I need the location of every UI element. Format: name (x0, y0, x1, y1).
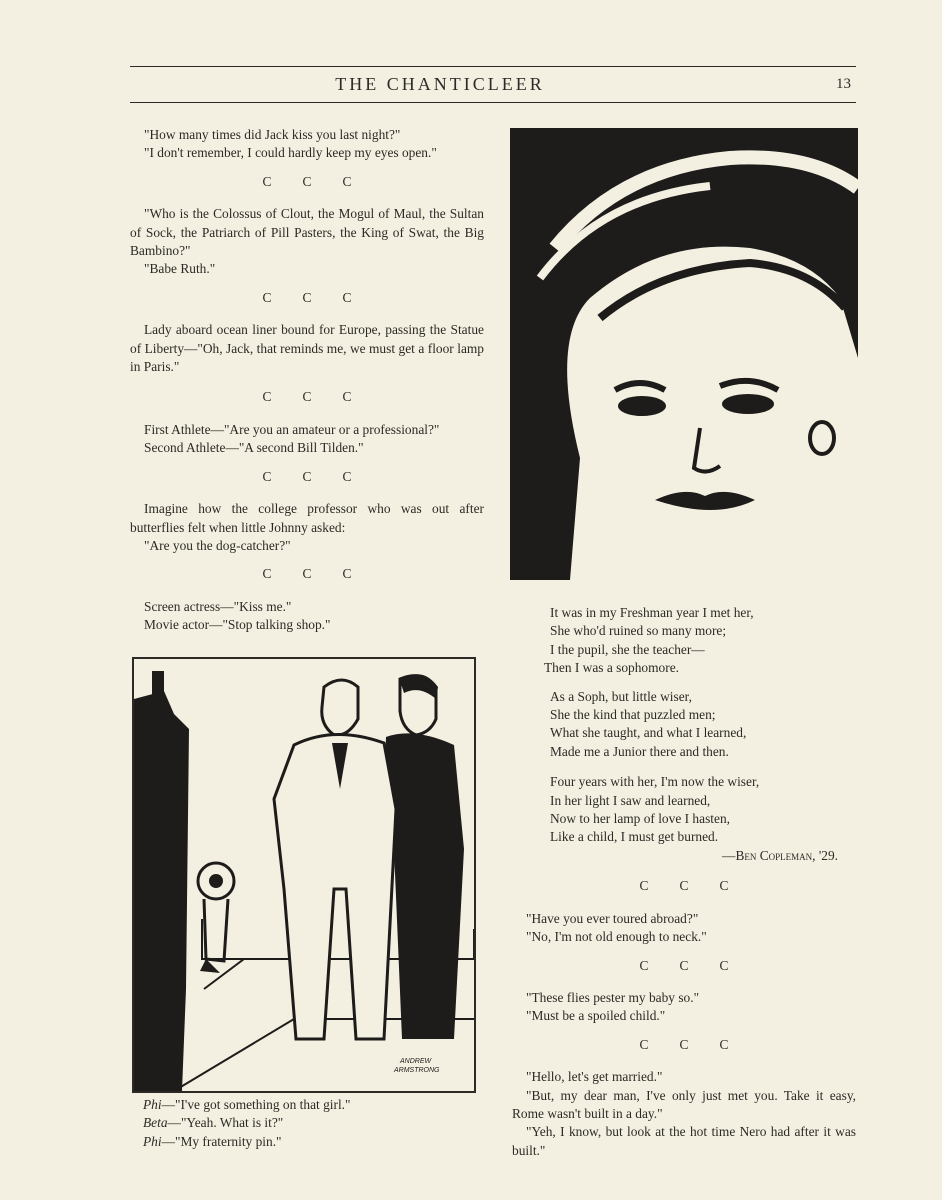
artist-signature: ARMSTRONG (394, 1067, 440, 1074)
joke-bill-tilden: First Athlete—"Are you an amateur or a professional?" Second Athlete—"A second Bill Tilden." (144, 421, 440, 456)
ccc-separator: C C C (639, 1036, 729, 1052)
joke-babe-ruth: "Who is the Colossus of Clout, the Mogul of Maul, the Sultan of Sock, the Patriarch of Pill Pasters, the King of Swat, the Big Bambino?" "Babe Ruth." (130, 206, 484, 277)
joke-rome-nero: "Hello, let's get married." "But, my dear man, I've only just met you. Take it easy, Rome wasn't built in a day." "Yeh, I know, but look at the hot time Nero had after it was built." (512, 1069, 856, 1158)
joke-spoiled-child: "These flies pester my baby so." "Must be a spoiled child." (526, 989, 700, 1024)
poem-stanza-2: As a Soph, but little wiser, She the kind that puzzled men; What she taught, and what I learned, Made me a Junior there and then. (550, 688, 747, 759)
poem-stanza-3: Four years with her, I'm now the wiser, In her light I saw and learned, Now to her lamp of love I hasten, Like a child, I must get burned. (550, 774, 760, 845)
artist-signature: ANDREW (400, 1058, 432, 1065)
joke-talking-shop: Screen actress—"Kiss me." Movie actor—"Stop talking shop." (144, 598, 331, 633)
cartoon-caption: Phi—"I've got something on that girl." Beta—"Yeah. What is it?" Phi—"My fraternity pin." (143, 1097, 351, 1149)
left-column (130, 126, 484, 645)
masthead-top-rule (130, 66, 856, 67)
poem-stanza-1: It was in my Freshman year I met her, She who'd ruined so many more; I the pupil, she the teacher— Then I was a sophomore. (544, 605, 754, 676)
woman-portrait-illustration (510, 128, 858, 580)
ccc-separator: C C C (639, 878, 729, 894)
ccc-separator: C C C (262, 389, 352, 405)
ccc-separator: C C C (262, 173, 352, 189)
fraternity-pin-cartoon (132, 657, 476, 1093)
joke-dog-catcher: Imagine how the college professor who was out after butterflies felt when little Johnny asked: "Are you the dog-catcher?" (130, 501, 484, 553)
masthead-title: THE CHANTICLEER (335, 74, 545, 94)
ccc-separator: C C C (639, 957, 729, 973)
masthead-bottom-rule (130, 102, 856, 103)
ccc-separator: C C C (262, 468, 352, 484)
ccc-separator: C C C (262, 289, 352, 305)
ccc-separator: C C C (262, 566, 352, 582)
joke-jack-kiss: "How many times did Jack kiss you last night?" "I don't remember, I could hardly keep my eyes open." (144, 127, 437, 161)
joke-toured-abroad: "Have you ever toured abroad?" "No, I'm not old enough to neck." (526, 910, 707, 945)
joke-floor-lamp: Lady aboard ocean liner bound for Europe, passing the Statue of Liberty—"Oh, Jack, that reminds me, we must get a floor lamp in Paris." (130, 322, 484, 375)
page-number: 13 (836, 76, 851, 92)
poem-author: —Ben Copleman, '29. (722, 847, 838, 863)
right-column (512, 604, 856, 1170)
